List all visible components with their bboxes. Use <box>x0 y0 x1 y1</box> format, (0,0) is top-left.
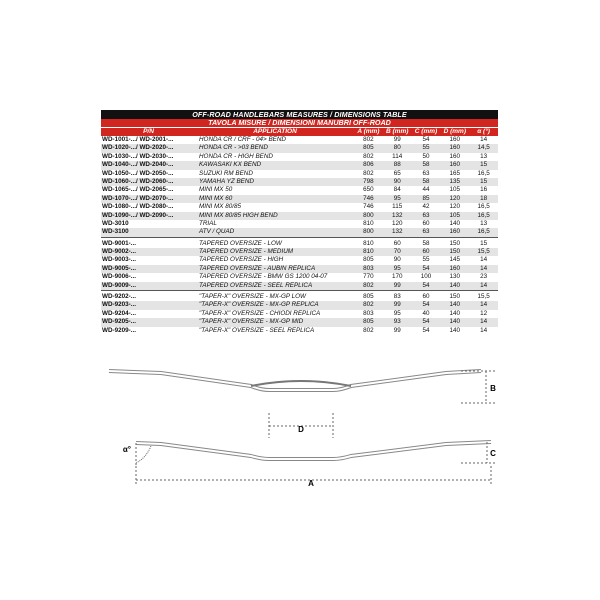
cell-d: 160 <box>449 161 461 169</box>
cell-b: 99 <box>393 281 401 289</box>
cell-d: 105 <box>449 211 461 219</box>
cell-alpha: 15 <box>480 239 488 247</box>
cell-d: 160 <box>449 136 461 143</box>
label-d: D <box>298 425 304 434</box>
cell-application: HONDA CR / CRF - 04> BEND <box>199 136 286 143</box>
table-row <box>101 186 498 194</box>
table-title-italian: TAVOLA MISURE / DIMENSIONI MANUBRI OFF-ROAD <box>101 119 498 127</box>
cell-pn: WD-9006-... <box>102 273 136 281</box>
cell-a: 803 <box>363 309 374 317</box>
cell-alpha: 14 <box>480 326 488 334</box>
table-row <box>101 273 498 281</box>
table-row <box>101 153 498 161</box>
cell-a: 810 <box>363 219 374 227</box>
cell-b: 95 <box>393 194 401 202</box>
cell-alpha: 23 <box>480 273 488 281</box>
cell-pn: WD-1050-.../ WD-2050-... <box>102 169 174 177</box>
cell-d: 105 <box>449 186 461 194</box>
cell-application: "TAPER-X" OVERSIZE - CHIODI REPLICA <box>199 309 321 317</box>
cell-application: HONDA CR - >03 BEND <box>199 144 268 152</box>
cell-pn: WD-1070-.../ WD-2070-... <box>102 194 174 202</box>
cell-b: 95 <box>393 264 401 272</box>
cell-c: 63 <box>422 228 430 236</box>
cell-a: 810 <box>363 239 374 247</box>
cell-alpha: 13 <box>480 152 488 160</box>
cell-d: 120 <box>449 194 461 202</box>
handlebar-diagram <box>101 368 498 488</box>
cell-c: 58 <box>422 177 430 185</box>
header-b: B (mm) <box>386 128 409 135</box>
cell-alpha: 14 <box>480 301 488 309</box>
cell-d: 140 <box>449 281 461 289</box>
cell-pn: WD-1030-.../ WD-2030-... <box>102 152 174 160</box>
cell-application: TAPERED OVERSIZE - MEDIUM <box>199 248 293 256</box>
cell-alpha: 12 <box>480 309 488 317</box>
cell-application: TAPERED OVERSIZE - HIGH <box>199 256 284 264</box>
cell-application: TRIAL <box>199 219 217 227</box>
table-row <box>101 136 498 144</box>
cell-c: 42 <box>422 203 430 211</box>
cell-alpha: 15,5 <box>477 248 490 256</box>
label-c: C <box>490 449 496 458</box>
cell-d: 140 <box>449 326 461 334</box>
cell-c: 55 <box>422 144 430 152</box>
cell-a: 800 <box>363 228 374 236</box>
table-title-english: OFF-ROAD HANDLEBARS MEASURES / DIMENSIONS TABLE <box>101 110 498 119</box>
cell-b: 65 <box>393 169 401 177</box>
cell-a: 802 <box>363 169 374 177</box>
cell-a: 746 <box>363 194 374 202</box>
cell-b: 95 <box>393 309 401 317</box>
table-row <box>101 178 498 186</box>
cell-application: TAPERED OVERSIZE - LOW <box>199 239 282 247</box>
cell-a: 802 <box>363 136 374 143</box>
cell-a: 746 <box>363 203 374 211</box>
cell-application: MINI MX 50 <box>199 186 233 194</box>
cell-b: 83 <box>393 293 401 301</box>
cell-d: 130 <box>449 273 461 281</box>
cell-d: 140 <box>449 309 461 317</box>
cell-application: MINI MX 80/85 HIGH BEND <box>199 211 278 219</box>
cell-d: 145 <box>449 256 461 264</box>
cell-a: 798 <box>363 177 374 185</box>
header-application: APPLICATION <box>253 128 297 135</box>
table-row <box>101 212 498 220</box>
cell-b: 114 <box>392 152 403 160</box>
cell-a: 803 <box>363 264 374 272</box>
cell-d: 160 <box>449 144 461 152</box>
cell-d: 160 <box>449 152 461 160</box>
label-alpha: α° <box>122 445 131 454</box>
table-row <box>101 310 498 318</box>
cell-d: 140 <box>449 219 461 227</box>
cell-c: 44 <box>422 186 430 194</box>
cell-alpha: 14,5 <box>477 144 490 152</box>
crossbar <box>251 381 351 386</box>
table-row <box>101 248 498 256</box>
cell-pn: WD-9202-... <box>102 293 136 301</box>
cell-a: 802 <box>363 301 374 309</box>
cell-c: 58 <box>422 239 430 247</box>
cell-a: 810 <box>363 248 374 256</box>
table-row <box>101 327 498 335</box>
cell-c: 60 <box>422 293 430 301</box>
cell-pn: WD-9005-... <box>102 264 136 272</box>
cell-a: 805 <box>363 318 374 326</box>
table-header-row <box>101 127 498 136</box>
cell-pn: WD-1060-.../ WD-2060-... <box>102 177 174 185</box>
cell-c: 54 <box>422 264 430 272</box>
cell-d: 150 <box>449 239 461 247</box>
cell-alpha: 16,5 <box>477 228 490 236</box>
cell-a: 800 <box>363 211 374 219</box>
cell-d: 150 <box>449 293 461 301</box>
cell-a: 802 <box>363 152 374 160</box>
cell-application: SUZUKI RM BEND <box>199 169 253 177</box>
cell-pn: WD-9002-... <box>102 248 136 256</box>
cell-application: TAPERED OVERSIZE - AUBIN REPLICA <box>199 264 316 272</box>
cell-alpha: 14 <box>480 281 488 289</box>
cell-c: 58 <box>422 161 430 169</box>
cell-pn: WD-1040-.../ WD-2040-... <box>102 161 174 169</box>
cell-pn: WD-9204-... <box>102 309 136 317</box>
cell-a: 650 <box>363 186 374 194</box>
cell-pn: WD-9001-... <box>102 239 136 247</box>
cell-b: 99 <box>393 326 401 334</box>
cell-application: "TAPER-X" OVERSIZE - MX-GP REPLICA <box>199 301 319 309</box>
cell-pn: WD-1065-.../ WD-2065-... <box>102 186 174 194</box>
cell-alpha: 14 <box>480 136 488 143</box>
cell-d: 135 <box>449 177 461 185</box>
cell-d: 160 <box>449 228 461 236</box>
table-row <box>101 228 498 236</box>
cell-alpha: 16,5 <box>477 169 490 177</box>
cell-pn: WD-1001-.../ WD-2001-... <box>102 136 174 143</box>
cell-application: ATV / QUAD <box>199 228 235 236</box>
cell-c: 50 <box>422 152 430 160</box>
cell-alpha: 15 <box>480 161 488 169</box>
cell-c: 54 <box>422 318 430 326</box>
cell-b: 115 <box>392 203 403 211</box>
cell-alpha: 18 <box>480 194 488 202</box>
cell-application: HONDA CR - HIGH BEND <box>199 152 273 160</box>
table-row <box>101 240 498 248</box>
table-row <box>101 195 498 203</box>
cell-pn: WD-1080-.../ WD-2080-... <box>102 203 174 211</box>
cell-pn: WD-9205-... <box>102 318 136 326</box>
cell-pn: WD-1020-.../ WD-2020-... <box>102 144 174 152</box>
cell-a: 802 <box>363 281 374 289</box>
cell-c: 55 <box>422 256 430 264</box>
table-row <box>101 220 498 228</box>
cell-application: KAWASAKI KX BEND <box>199 161 262 169</box>
table-row <box>101 144 498 152</box>
cell-alpha: 13 <box>480 219 488 227</box>
cell-alpha: 14 <box>480 264 488 272</box>
table-row <box>101 293 498 301</box>
table-row <box>101 265 498 273</box>
cell-application: MINI MX 80/85 <box>199 203 241 211</box>
header-pn: P/N <box>143 128 154 135</box>
cell-b: 120 <box>391 219 403 227</box>
cell-c: 60 <box>422 248 430 256</box>
cell-b: 170 <box>391 273 403 281</box>
cell-a: 770 <box>363 273 374 281</box>
cell-b: 132 <box>391 228 403 236</box>
cell-pn: WD-3100 <box>102 228 129 236</box>
table-row <box>101 256 498 264</box>
cell-c: 54 <box>422 136 430 143</box>
cell-pn: WD-9209-... <box>102 326 136 334</box>
cell-b: 84 <box>393 186 401 194</box>
cell-alpha: 14 <box>480 318 488 326</box>
cell-c: 54 <box>422 281 430 289</box>
cell-c: 63 <box>422 211 430 219</box>
cell-d: 165 <box>449 169 461 177</box>
cell-a: 805 <box>363 144 374 152</box>
cell-a: 805 <box>363 293 374 301</box>
table-row <box>101 282 498 290</box>
cell-application: "TAPER-X" OVERSIZE - MX-GP MID <box>199 318 304 326</box>
cell-c: 54 <box>422 301 430 309</box>
cell-application: YAMAHA YZ BEND <box>199 177 254 185</box>
cell-c: 54 <box>422 326 430 334</box>
cell-b: 99 <box>393 301 401 309</box>
cell-alpha: 16 <box>480 186 488 194</box>
cell-c: 40 <box>422 309 430 317</box>
table-row <box>101 170 498 178</box>
cell-b: 132 <box>391 211 403 219</box>
cell-pn: WD-1090-.../ WD-2090-... <box>102 211 174 219</box>
cell-d: 140 <box>449 301 461 309</box>
cell-b: 90 <box>393 256 401 264</box>
label-a: A <box>308 479 314 488</box>
label-b: B <box>490 384 496 393</box>
cell-alpha: 15 <box>480 177 488 185</box>
cell-pn: WD-3010 <box>102 219 129 227</box>
header-a: A (mm) <box>357 128 380 135</box>
cell-c: 63 <box>422 169 430 177</box>
handlebar-drawing <box>101 368 498 488</box>
cell-d: 160 <box>449 264 461 272</box>
cell-c: 100 <box>420 273 432 281</box>
cell-alpha: 15,5 <box>477 293 490 301</box>
cell-c: 85 <box>422 194 430 202</box>
cell-b: 70 <box>393 248 401 256</box>
cell-a: 802 <box>363 326 374 334</box>
cell-b: 80 <box>393 144 401 152</box>
cell-c: 60 <box>422 219 430 227</box>
cell-alpha: 16,5 <box>477 211 490 219</box>
cell-d: 150 <box>449 248 461 256</box>
header-d: D (mm) <box>443 128 466 135</box>
cell-pn: WD-9203-... <box>102 301 136 309</box>
cell-a: 805 <box>363 256 374 264</box>
table-row <box>101 161 498 169</box>
cell-application: TAPERED OVERSIZE - SEEL REPLICA <box>199 281 313 289</box>
header-alpha: α (°) <box>477 128 490 135</box>
cell-alpha: 14 <box>480 256 488 264</box>
table-body <box>101 136 498 335</box>
cell-d: 120 <box>449 203 461 211</box>
dimensions-table <box>101 110 498 335</box>
cell-a: 806 <box>363 161 374 169</box>
cell-b: 93 <box>393 318 401 326</box>
cell-alpha: 16,5 <box>477 203 490 211</box>
cell-pn: WD-9003-... <box>102 256 136 264</box>
table-row <box>101 203 498 211</box>
cell-application: TAPERED OVERSIZE - BMW GS 1200 04-07 <box>199 273 328 281</box>
cell-application: "TAPER-X" OVERSIZE - SEEL REPLICA <box>199 326 315 334</box>
header-c: C (mm) <box>414 128 438 135</box>
cell-b: 90 <box>393 177 401 185</box>
table-row <box>101 301 498 309</box>
cell-b: 88 <box>393 161 401 169</box>
cell-b: 60 <box>393 239 401 247</box>
cell-b: 99 <box>393 136 401 143</box>
cell-application: "TAPER-X" OVERSIZE - MX-GP LOW <box>199 293 306 301</box>
cell-application: MINI MX 60 <box>199 194 233 202</box>
cell-pn: WD-9009-... <box>102 281 136 289</box>
table-row <box>101 318 498 326</box>
cell-d: 140 <box>449 318 461 326</box>
